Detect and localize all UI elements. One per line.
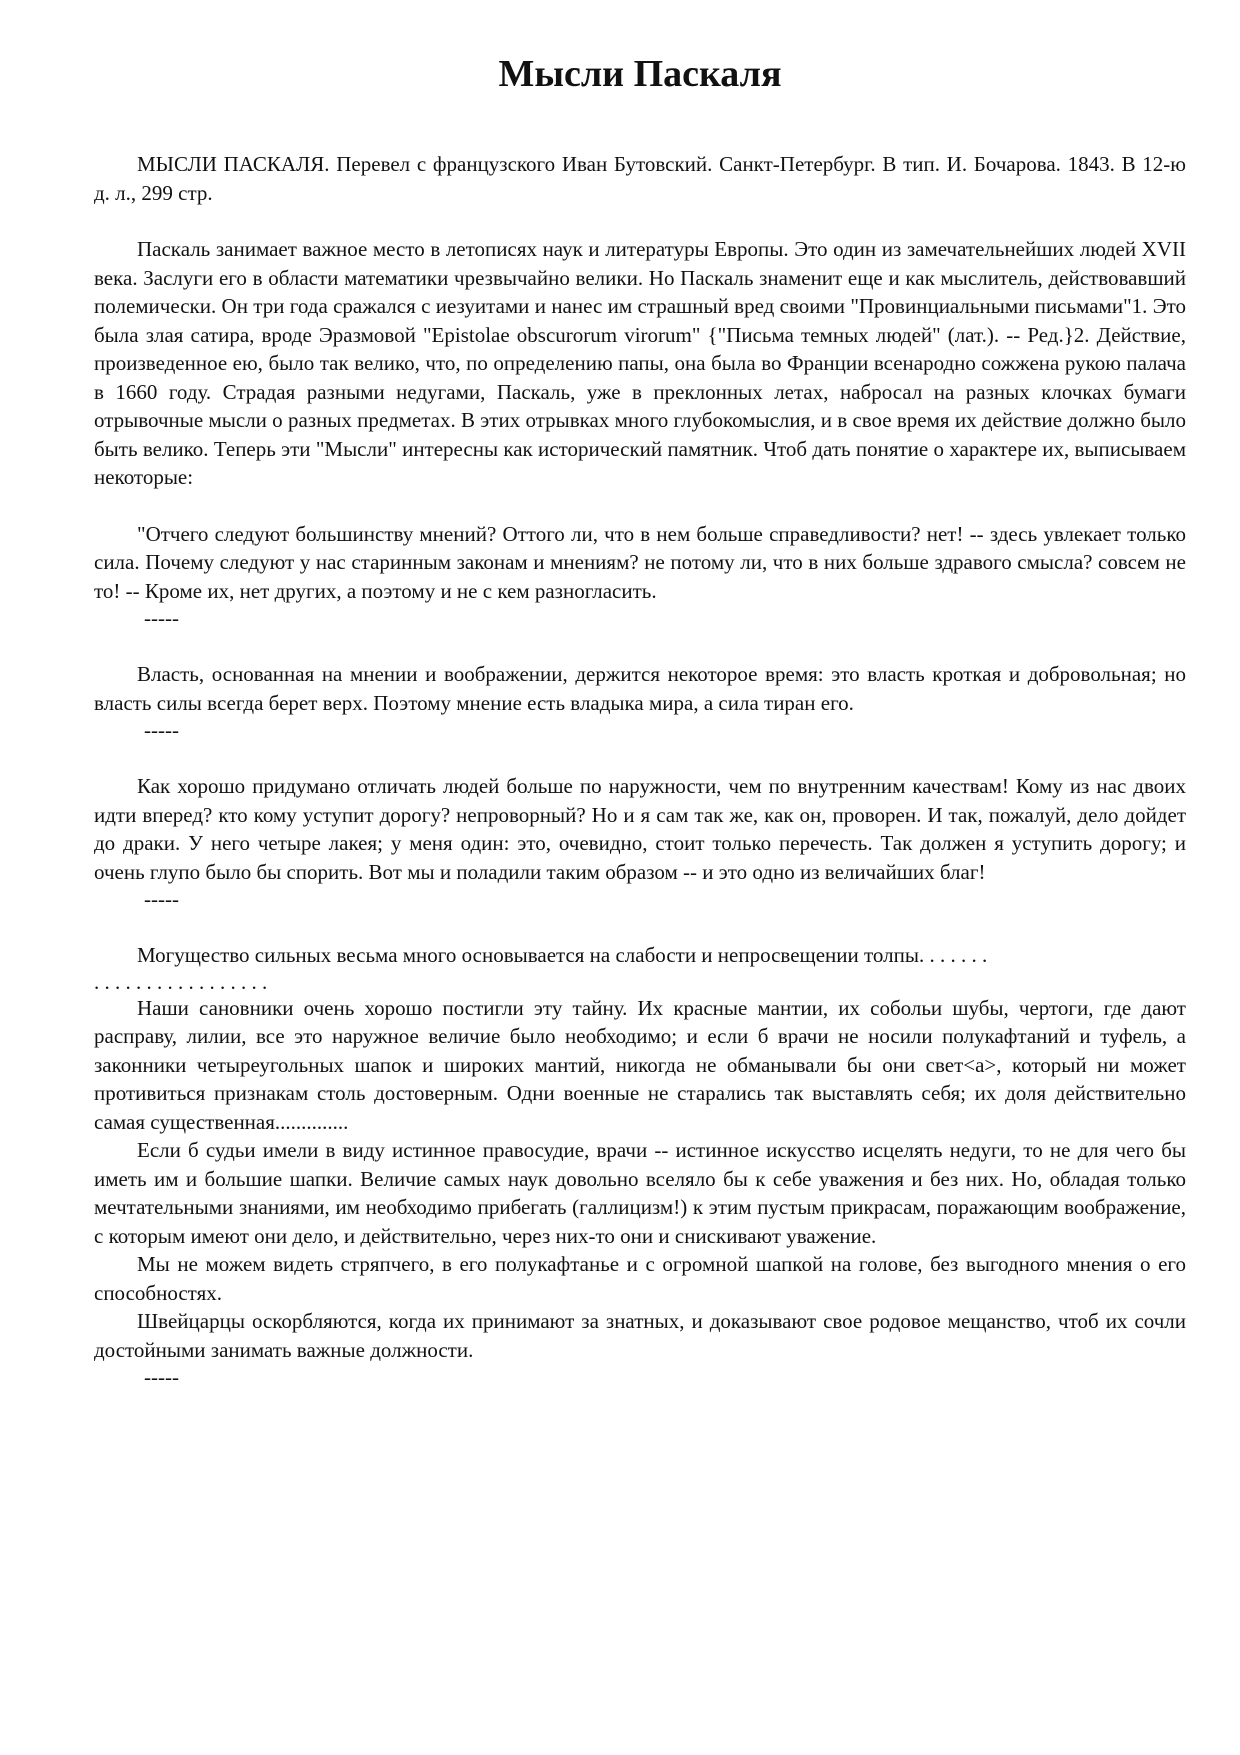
quote-paragraph-5: Наши сановники очень хорошо постигли эту тайну. Их красные мантии, их собольи шубы, чертоги, где дают расправу, лилии, все это наружное величие было необходимо; и если б врачи не носили полукафтаний и туфель, а законники четыреугольных шапок и широких мантий, никогда не обманывали бы они свет<a>, который ни может противиться признакам столь достоверным. Одни военные не старались так выставлять себя; их доля действительно самая существенная.............. [94,995,1186,1134]
quote-paragraph-2: Власть, основанная на мнении и воображении, держится некоторое время: это власть кроткая и добровольная; но власть силы всегда берет верх. Поэтому мнение есть владыка мира, а сила тиран его. [94,662,1186,715]
quote-paragraph-7: Мы не можем видеть стряпчего, в его полукафтанье и с огромной шапкой на голове, без выгодного мнения о его способностях. [94,1252,1186,1305]
separator-3: ----- [144,887,179,911]
quote-paragraph-8: Швейцарцы оскорбляются, когда их принимают за знатных, и доказывают свое родовое мещанство, чтоб их сочли достойными занимать важные должности. [94,1309,1186,1362]
quote-paragraph-3: Как хорошо придумано отличать людей больше по наружности, чем по внутренним качествам! Кому из нас двоих идти вперед? кто кому уступит дорогу? непроворный? Но и я сам так же, как он, проворен. И так, пожалуй, дело дойдет до драки. У него четыре лакея; у меня один: это, очевидно, стоит только перечесть. Так должен я уступить дорогу; и очень глупо было бы спорить. Вот мы и поладили таким образом -- и это одно из величайших благ! [94,774,1186,884]
separator-4: ----- [144,1365,179,1389]
intro-paragraph: Паскаль занимает важное место в летописях наук и литературы Европы. Это один из замечательнейших людей XVII века. Заслуги его в области математики чрезвычайно велики. Но Паскаль знаменит еще и как мыслитель, действовавший полемически. Он три года сражался с иезуитами и нанес им страшный вред своими "Провинциальными письмами"1. Это была злая сатира, вроде Эразмовой "Epistolae obscurorum virorum" {"Письма темных людей" (лат.). -- Ред.}2. Действие, произведенное ею, было так велико, что, по определению папы, она была во Франции всенародно сожжена рукою палача в 1660 году. Страдая разными недугами, Паскаль, уже в преклонных летах, набросал на разных клочках бумаги отрывочные мысли о разных предметах. В этих отрывках много глубокомыслия, и в свое время их действие должно было быть велико. Теперь эти "Мысли" интересны как исторический памятник. Чтоб дать понятие о характере их, выписываем некоторые: [94,237,1186,489]
document-page [94,50,1186,1390]
quote-paragraph-6: Если б судьи имели в виду истинное правосудие, врачи -- истинное искусство исцелять недуги, то не для чего бы иметь им и большие шапки. Величие самых наук довольно вселяло бы к себе уважения и без них. Но, обладая только мечтательными знаниями, им необходимо прибегать (галлицизм!) к этим пустым прикрасам, поражающим воображение, с которым имеют они дело, и действительно, через них-то они и снискивают уважение. [94,1138,1186,1248]
separator-2: ----- [144,718,179,742]
ellipsis-line: . . . . . . . . . . . . . . . . . [94,969,268,994]
quote-paragraph-1: "Отчего следуют большинству мнений? Оттого ли, что в нем больше справедливости? нет! -- здесь увлекает только сила. Почему следуют у нас старинным законам и мнениям? не потому ли, что в них больше здравого смысла? совсем не то! -- Кроме их, нет других, а поэтому и не с кем разногласить. [94,521,1186,603]
quote-paragraph-4: Могущество сильных весьма много основывается на слабости и непросвещении толпы. . . . . . . [137,943,988,967]
separator-1: ----- [144,606,179,630]
page-title: Мысли Паскаля [498,53,782,95]
bibliography-paragraph: МЫСЛИ ПАСКАЛЯ. Перевел с французского Иван Бутовский. Санкт-Петербург. В тип. И. Бочарова. 1843. В 12-ю д. л., 299 стр. [94,152,1186,205]
